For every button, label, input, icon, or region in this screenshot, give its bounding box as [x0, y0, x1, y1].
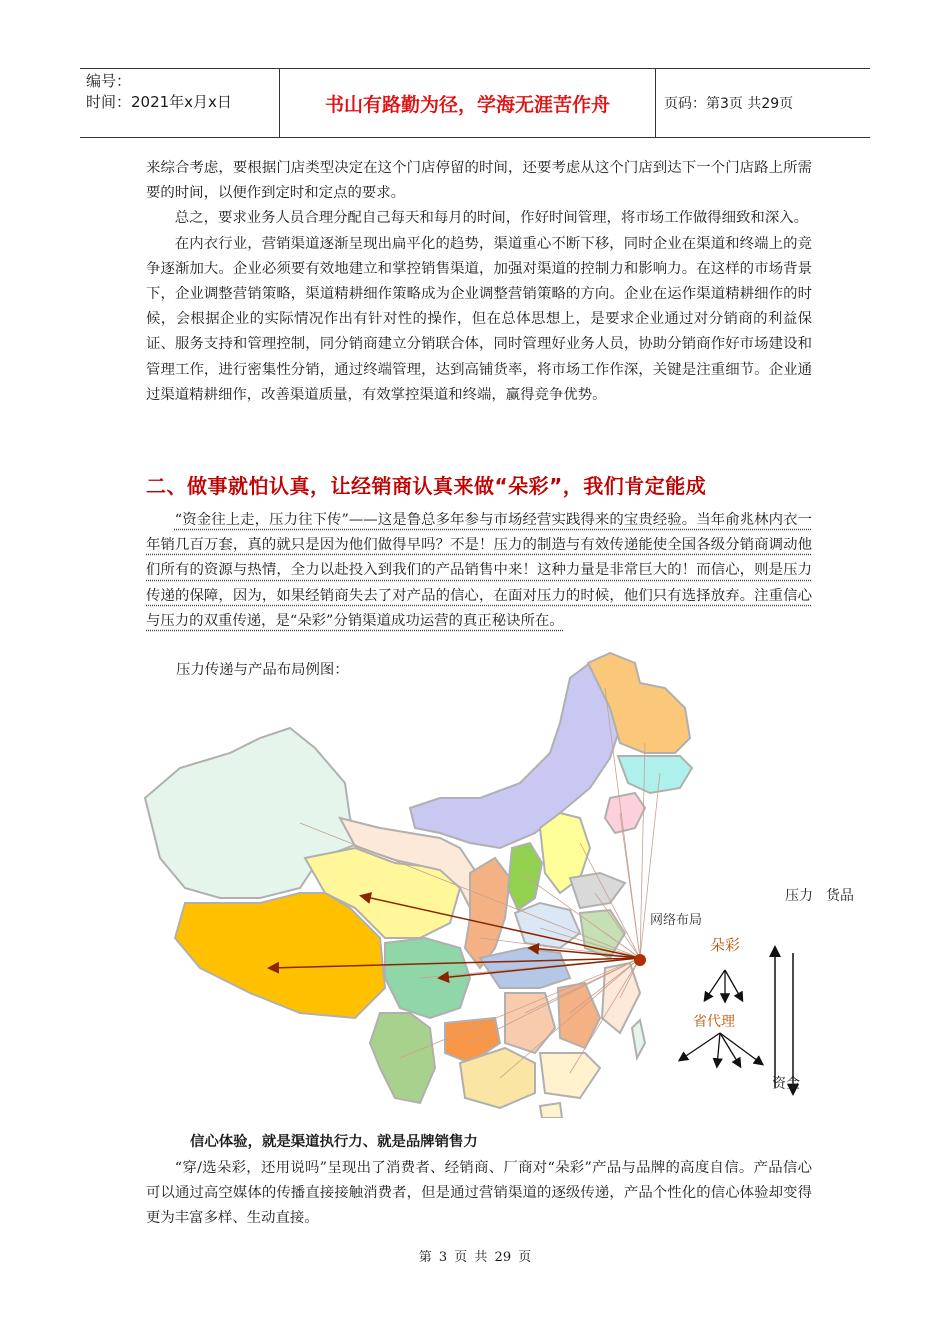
header-page-code: 页码：第3页 共29页	[664, 96, 794, 112]
agent-branch-arrows	[680, 1033, 762, 1066]
region-inner-mongolia	[410, 663, 620, 848]
region-yunnan	[370, 1013, 435, 1103]
brand-label: 朵彩	[710, 936, 741, 954]
china-map-illustration	[140, 648, 880, 1118]
subheading: 信心体验，就是渠道执行力、就是品牌销售力	[190, 1134, 478, 1150]
region-shanxi	[508, 843, 542, 910]
paragraph: “穿/选朵彩，还用说吗”呈现出了消费者、经销商、厂商对“朵彩”产品与品牌的高度自信。产品信心可以通过高空媒体的传播直接接触消费者，但是通过营销渠道的逐级传递，产品个性化的信心体验却变得更为丰富多样、生动直接。	[146, 1160, 812, 1227]
province-shapes	[145, 653, 692, 1118]
header-motto: 书山有路勤为径，学海无涯苦作舟	[280, 69, 656, 137]
region-jilin	[618, 756, 692, 793]
network-label: 网络布局	[650, 913, 703, 928]
region-guangdong	[540, 1053, 600, 1098]
page-header	[80, 68, 870, 138]
header-time: 时间：2021年x月x日	[86, 93, 232, 111]
region-henan	[515, 903, 580, 948]
region-sichuan	[385, 938, 470, 1018]
pressure-label: 压力	[785, 888, 813, 904]
region-hainan	[540, 1103, 562, 1118]
paragraph: 在内衣行业，营销渠道逐渐呈现出扁平化的趋势，渠道重心不断下移，同时企业在渠道和终端上的竞争逐渐加大。企业必须要有效地建立和掌控销售渠道，加强对渠道的控制力和影响力。在这样的市场背景下，企业调整营销策略，渠道精耕细作策略成为企业调整营销策略的方向。企业在运作渠道精耕细作的时候，会根据企业的实际情况作出有针对性的操作，但在总体思想上，是要求企业通过对分销商的利益保证、服务支持和管理控制，同分销商建立分销联合体，同时管理好业务人员，协助分销商作好市场建设和管理工作，进行密集性分销，通过终端管理，达到高铺货率，将市场工作作深，关键是注重细节。企业通过渠道精耕细作，改善渠道质量，有效掌控渠道和终端，赢得竞争优势。	[146, 235, 812, 403]
goods-label: 货品	[826, 888, 854, 904]
body-top	[146, 156, 812, 408]
page-footer: 第 3 页 共 29 页	[418, 1250, 532, 1265]
distribution-map-figure	[140, 648, 880, 1118]
agent-label: 省代理	[693, 1014, 735, 1030]
body-bottom	[146, 1156, 812, 1232]
region-shandong	[570, 873, 625, 908]
header-meta	[80, 69, 280, 137]
region-shaanxi	[465, 858, 510, 968]
paragraph: 总之，要求业务人员合理分配自己每天和每月的时间，作好时间管理，将市场工作做得细致和深入。	[174, 210, 808, 227]
paragraph: “资金往上走，压力往下传”——这是鲁总多年参与市场经营实践得来的宝贵经验。当年俞兆林内衣一年销几百万套，真的就只是因为他们做得早吗？不是！压力的制造与有效传递能使全国各级分销商调动他们所有的资源与热情，全力以赴投入到我们的产品销售中来！这种力量是非常巨大的！而信心，则是压力传递的保障，因为，如果经销商失去了对产品的信心，在面对压力的时候，他们只有选择放弃。注重信心与压力的双重传递，是“朵彩”分销渠道成功运营的真正秘诀所在。	[146, 512, 812, 629]
region-taiwan	[632, 1020, 645, 1058]
region-hubei	[480, 948, 570, 988]
hub-point	[634, 954, 646, 966]
region-liaoning	[605, 793, 645, 833]
region-tibet	[175, 893, 385, 1018]
region-jiangxi	[558, 983, 600, 1048]
brand-branch-arrows	[705, 970, 742, 1001]
header-number: 编号：	[86, 72, 132, 90]
section-heading: 二、做事就怕认真，让经销商认真来做“朵彩”，我们肯定能成	[146, 474, 707, 498]
region-anhui	[580, 910, 625, 958]
body-middle	[146, 508, 812, 634]
funds-label: 资金	[772, 1076, 800, 1092]
figure-caption: 压力传递与产品布局例图：	[176, 662, 349, 678]
paragraph: 来综合考虑，要根据门店类型决定在这个门店停留的时间，还要考虑从这个门店到达下一个门店路上所需要的时间，以便作到定时和定点的要求。	[146, 160, 812, 202]
